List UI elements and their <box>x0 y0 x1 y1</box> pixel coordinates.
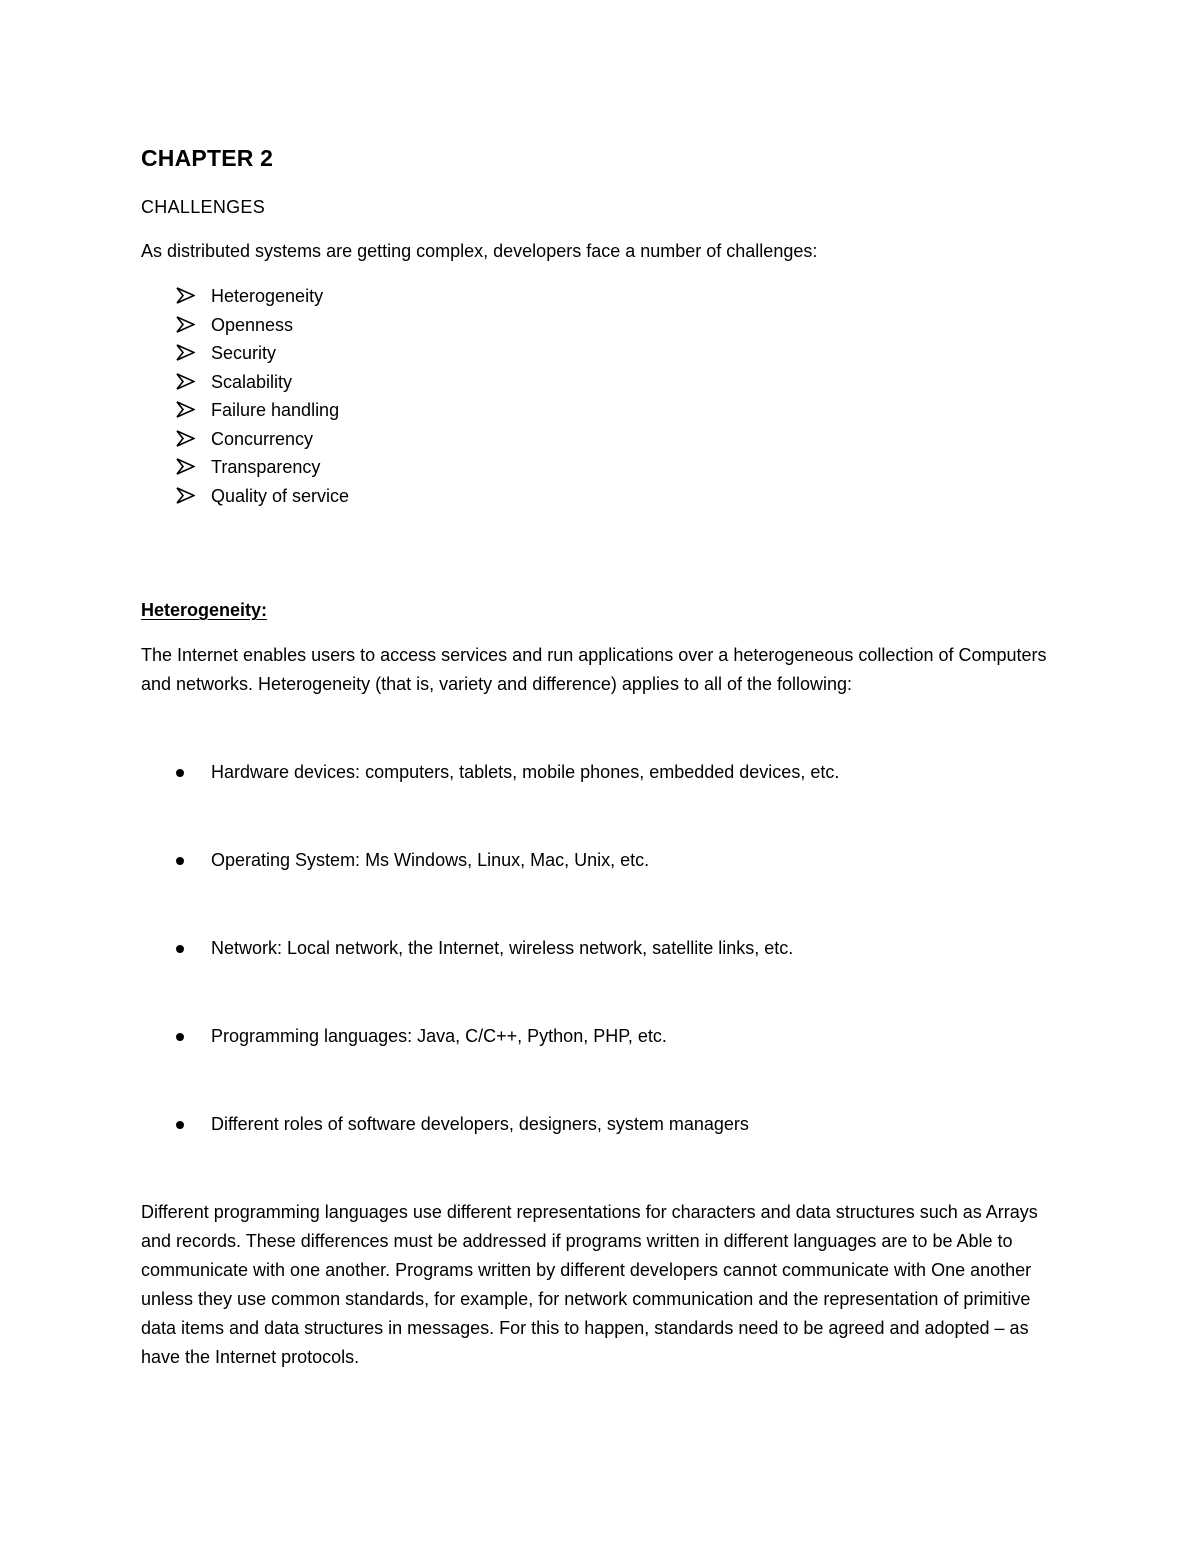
heterogeneity-list <box>141 758 839 1198</box>
list-item <box>141 1110 839 1198</box>
heterogeneity-paragraph: The Internet enables users to access services and run applications over a heterogeneous collection of Computers and networks. Heterogeneity (that is, variety and difference) applies to all of the following: <box>141 645 1047 694</box>
heterogeneity-heading: Heterogeneity: <box>141 600 268 620</box>
list-item-text: Programming languages: Java, C/C++, Python, PHP, etc. <box>211 1026 667 1046</box>
challenge-label: Transparency <box>211 457 321 477</box>
arrowhead-bullet-icon <box>176 287 195 304</box>
bullet-dot-icon <box>176 1033 184 1041</box>
bullet-dot-icon <box>176 857 184 865</box>
bullet-dot-icon <box>176 1121 184 1129</box>
list-item-text: Network: Local network, the Internet, wireless network, satellite links, etc. <box>211 938 794 958</box>
challenge-label: Concurrency <box>211 428 314 449</box>
section-label: CHALLENGES <box>141 197 266 217</box>
challenge-list <box>141 283 349 511</box>
arrowhead-bullet-icon <box>176 316 195 333</box>
list-item <box>141 934 839 1022</box>
list-item <box>141 758 839 846</box>
list-item <box>141 846 839 934</box>
bullet-dot-icon <box>176 945 184 953</box>
bullet-dot-icon <box>176 769 184 777</box>
challenge-label: Scalability <box>211 371 293 392</box>
closing-paragraph: Different programming languages use different representations for characters and data structures such as Arrays and records. These differences must be addressed if programs written in different languages are to be Able to communicate with one another. Programs written by different developers cannot communicate with One another unless they use common standards, for example, for network communication and the representation of primitive data items and data structures in messages. For this to happen, standards need to be agreed and adopted – as have the Internet protocols. <box>141 1202 1038 1367</box>
list-item <box>141 1022 839 1110</box>
challenge-item <box>141 483 349 512</box>
chapter-title: CHAPTER 2 <box>141 145 274 171</box>
challenge-item <box>141 340 349 369</box>
arrowhead-bullet-icon <box>176 430 195 447</box>
arrowhead-bullet-icon <box>176 373 195 390</box>
challenge-label: Quality of service <box>211 485 350 506</box>
list-item-text: Operating System: Ms Windows, Linux, Mac, Unix, etc. <box>211 850 650 870</box>
challenge-item <box>141 312 349 341</box>
arrowhead-bullet-icon <box>176 458 195 475</box>
arrowhead-bullet-icon <box>176 487 195 504</box>
arrowhead-bullet-icon <box>176 401 195 418</box>
challenge-item <box>141 454 349 483</box>
challenge-label: Heterogeneity <box>211 286 324 306</box>
challenge-label: Failure handling <box>211 400 340 420</box>
challenge-item <box>141 426 349 455</box>
challenge-label: Security <box>211 343 277 363</box>
intro-text: As distributed systems are getting complex, developers face a number of challenges: <box>141 241 818 261</box>
list-item-text: Different roles of software developers, designers, system managers <box>211 1114 749 1134</box>
arrowhead-bullet-icon <box>176 344 195 361</box>
challenge-item <box>141 397 349 426</box>
challenge-item <box>141 369 349 398</box>
challenge-item <box>141 283 349 312</box>
list-item-text: Hardware devices: computers, tablets, mobile phones, embedded devices, etc. <box>211 762 840 782</box>
challenge-label: Openness <box>211 314 294 335</box>
